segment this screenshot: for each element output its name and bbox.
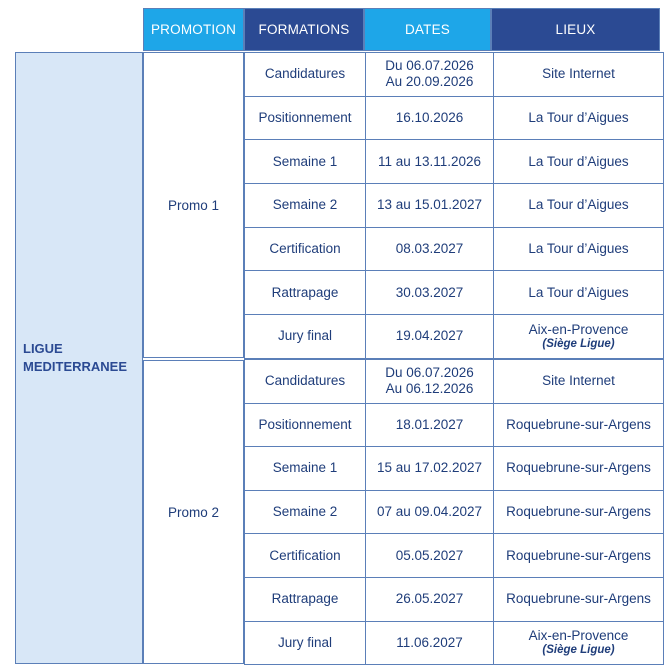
formation-cell: Positionnement (245, 403, 366, 447)
lieu-subtitle: (Siège Ligue) (542, 644, 615, 657)
table-row (245, 621, 664, 665)
table-row (245, 403, 664, 447)
date-line: Au 20.09.2026 (385, 74, 474, 90)
lieu-name: La Tour d’Aigues (528, 241, 629, 257)
lieu-cell (494, 577, 664, 621)
dates-cell (366, 140, 494, 184)
lieu-cell (494, 360, 664, 404)
table-row (245, 53, 664, 97)
dates-cell (366, 271, 494, 315)
date-line: 26.05.2027 (395, 591, 464, 607)
date-line: 16.10.2026 (395, 110, 464, 126)
table-row (245, 140, 664, 184)
dates-cell (366, 490, 494, 534)
table-row (245, 360, 664, 404)
date-line: 07 au 09.04.2027 (376, 504, 483, 520)
lieu-name: Roquebrune-sur-Argens (506, 460, 651, 476)
table-row (245, 271, 664, 315)
formation-cell: Candidatures (245, 360, 366, 404)
header-promotion: PROMOTION (143, 8, 244, 51)
header-formations: FORMATIONS (244, 8, 364, 51)
lieu-name: Aix-en-Provence (528, 628, 629, 644)
promo-1-cell: Promo 1 (143, 52, 244, 358)
lieu-name: Roquebrune-sur-Argens (506, 591, 651, 607)
date-line: 13 au 15.01.2027 (376, 197, 483, 213)
lieu-cell (494, 534, 664, 578)
formation-cell: Semaine 2 (245, 490, 366, 534)
formation-cell: Rattrapage (245, 577, 366, 621)
formation-cell: Jury final (245, 621, 366, 665)
formation-cell: Candidatures (245, 53, 366, 97)
table-row (245, 577, 664, 621)
lieu-cell (494, 140, 664, 184)
table-row (245, 447, 664, 491)
lieu-name: La Tour d’Aigues (528, 153, 629, 169)
lieu-name: Site Internet (542, 373, 615, 389)
lieu-name: La Tour d’Aigues (528, 197, 629, 213)
lieu-cell (494, 621, 664, 665)
dates-cell (366, 96, 494, 140)
date-line: 30.03.2027 (395, 284, 464, 300)
dates-cell (366, 184, 494, 228)
promo-2-cell: Promo 2 (143, 360, 244, 664)
ligue-cell (15, 52, 143, 664)
lieu-name: Roquebrune-sur-Argens (506, 504, 651, 520)
table-row (245, 184, 664, 228)
table-row (245, 315, 664, 359)
lieu-cell (494, 227, 664, 271)
formation-cell: Jury final (245, 315, 366, 359)
table-row (245, 490, 664, 534)
lieu-cell (494, 447, 664, 491)
dates-cell (366, 447, 494, 491)
dates-cell (366, 403, 494, 447)
formation-cell: Semaine 1 (245, 140, 366, 184)
lieu-cell (494, 403, 664, 447)
table-row (245, 96, 664, 140)
formation-cell: Semaine 1 (245, 447, 366, 491)
header-lieux: LIEUX (491, 8, 660, 51)
lieu-name: Site Internet (542, 66, 615, 82)
ligue-label-line2: MEDITERRANEE (23, 359, 128, 374)
date-line: 11.06.2027 (396, 634, 463, 650)
formation-cell: Positionnement (245, 96, 366, 140)
lieu-cell (494, 490, 664, 534)
date-line: Du 06.07.2026 (385, 58, 474, 74)
dates-cell (366, 577, 494, 621)
lieu-name: La Tour d’Aigues (528, 110, 629, 126)
dates-cell (366, 360, 494, 404)
table-row (245, 227, 664, 271)
lieu-cell (494, 96, 664, 140)
dates-cell (366, 53, 494, 97)
lieu-subtitle: (Siège Ligue) (542, 337, 615, 350)
lieu-name: La Tour d’Aigues (528, 284, 629, 300)
date-line: 08.03.2027 (395, 241, 464, 257)
promo-2-schedule-table (244, 359, 664, 665)
lieu-cell (494, 184, 664, 228)
dates-cell (366, 315, 494, 359)
date-line: 11 au 13.11.2026 (377, 153, 482, 169)
header-dates: DATES (364, 8, 491, 51)
dates-cell (366, 534, 494, 578)
dates-cell (366, 621, 494, 665)
formation-cell: Certification (245, 534, 366, 578)
lieu-cell (494, 271, 664, 315)
formation-cell: Semaine 2 (245, 184, 366, 228)
ligue-label-line1: LIGUE (23, 341, 63, 356)
formation-cell: Certification (245, 227, 366, 271)
promo-1-schedule-table (244, 52, 664, 359)
table-row (245, 534, 664, 578)
dates-cell (366, 227, 494, 271)
lieu-cell (494, 53, 664, 97)
date-line: 15 au 17.02.2027 (376, 460, 483, 476)
date-line: Au 06.12.2026 (385, 381, 474, 397)
date-line: 05.05.2027 (395, 547, 464, 563)
date-line: 19.04.2027 (395, 328, 464, 344)
lieu-cell (494, 315, 664, 359)
formation-cell: Rattrapage (245, 271, 366, 315)
date-line: Du 06.07.2026 (385, 365, 474, 381)
lieu-name: Roquebrune-sur-Argens (506, 416, 651, 432)
lieu-name: Roquebrune-sur-Argens (506, 547, 651, 563)
date-line: 18.01.2027 (395, 416, 464, 432)
lieu-name: Aix-en-Provence (528, 321, 629, 337)
